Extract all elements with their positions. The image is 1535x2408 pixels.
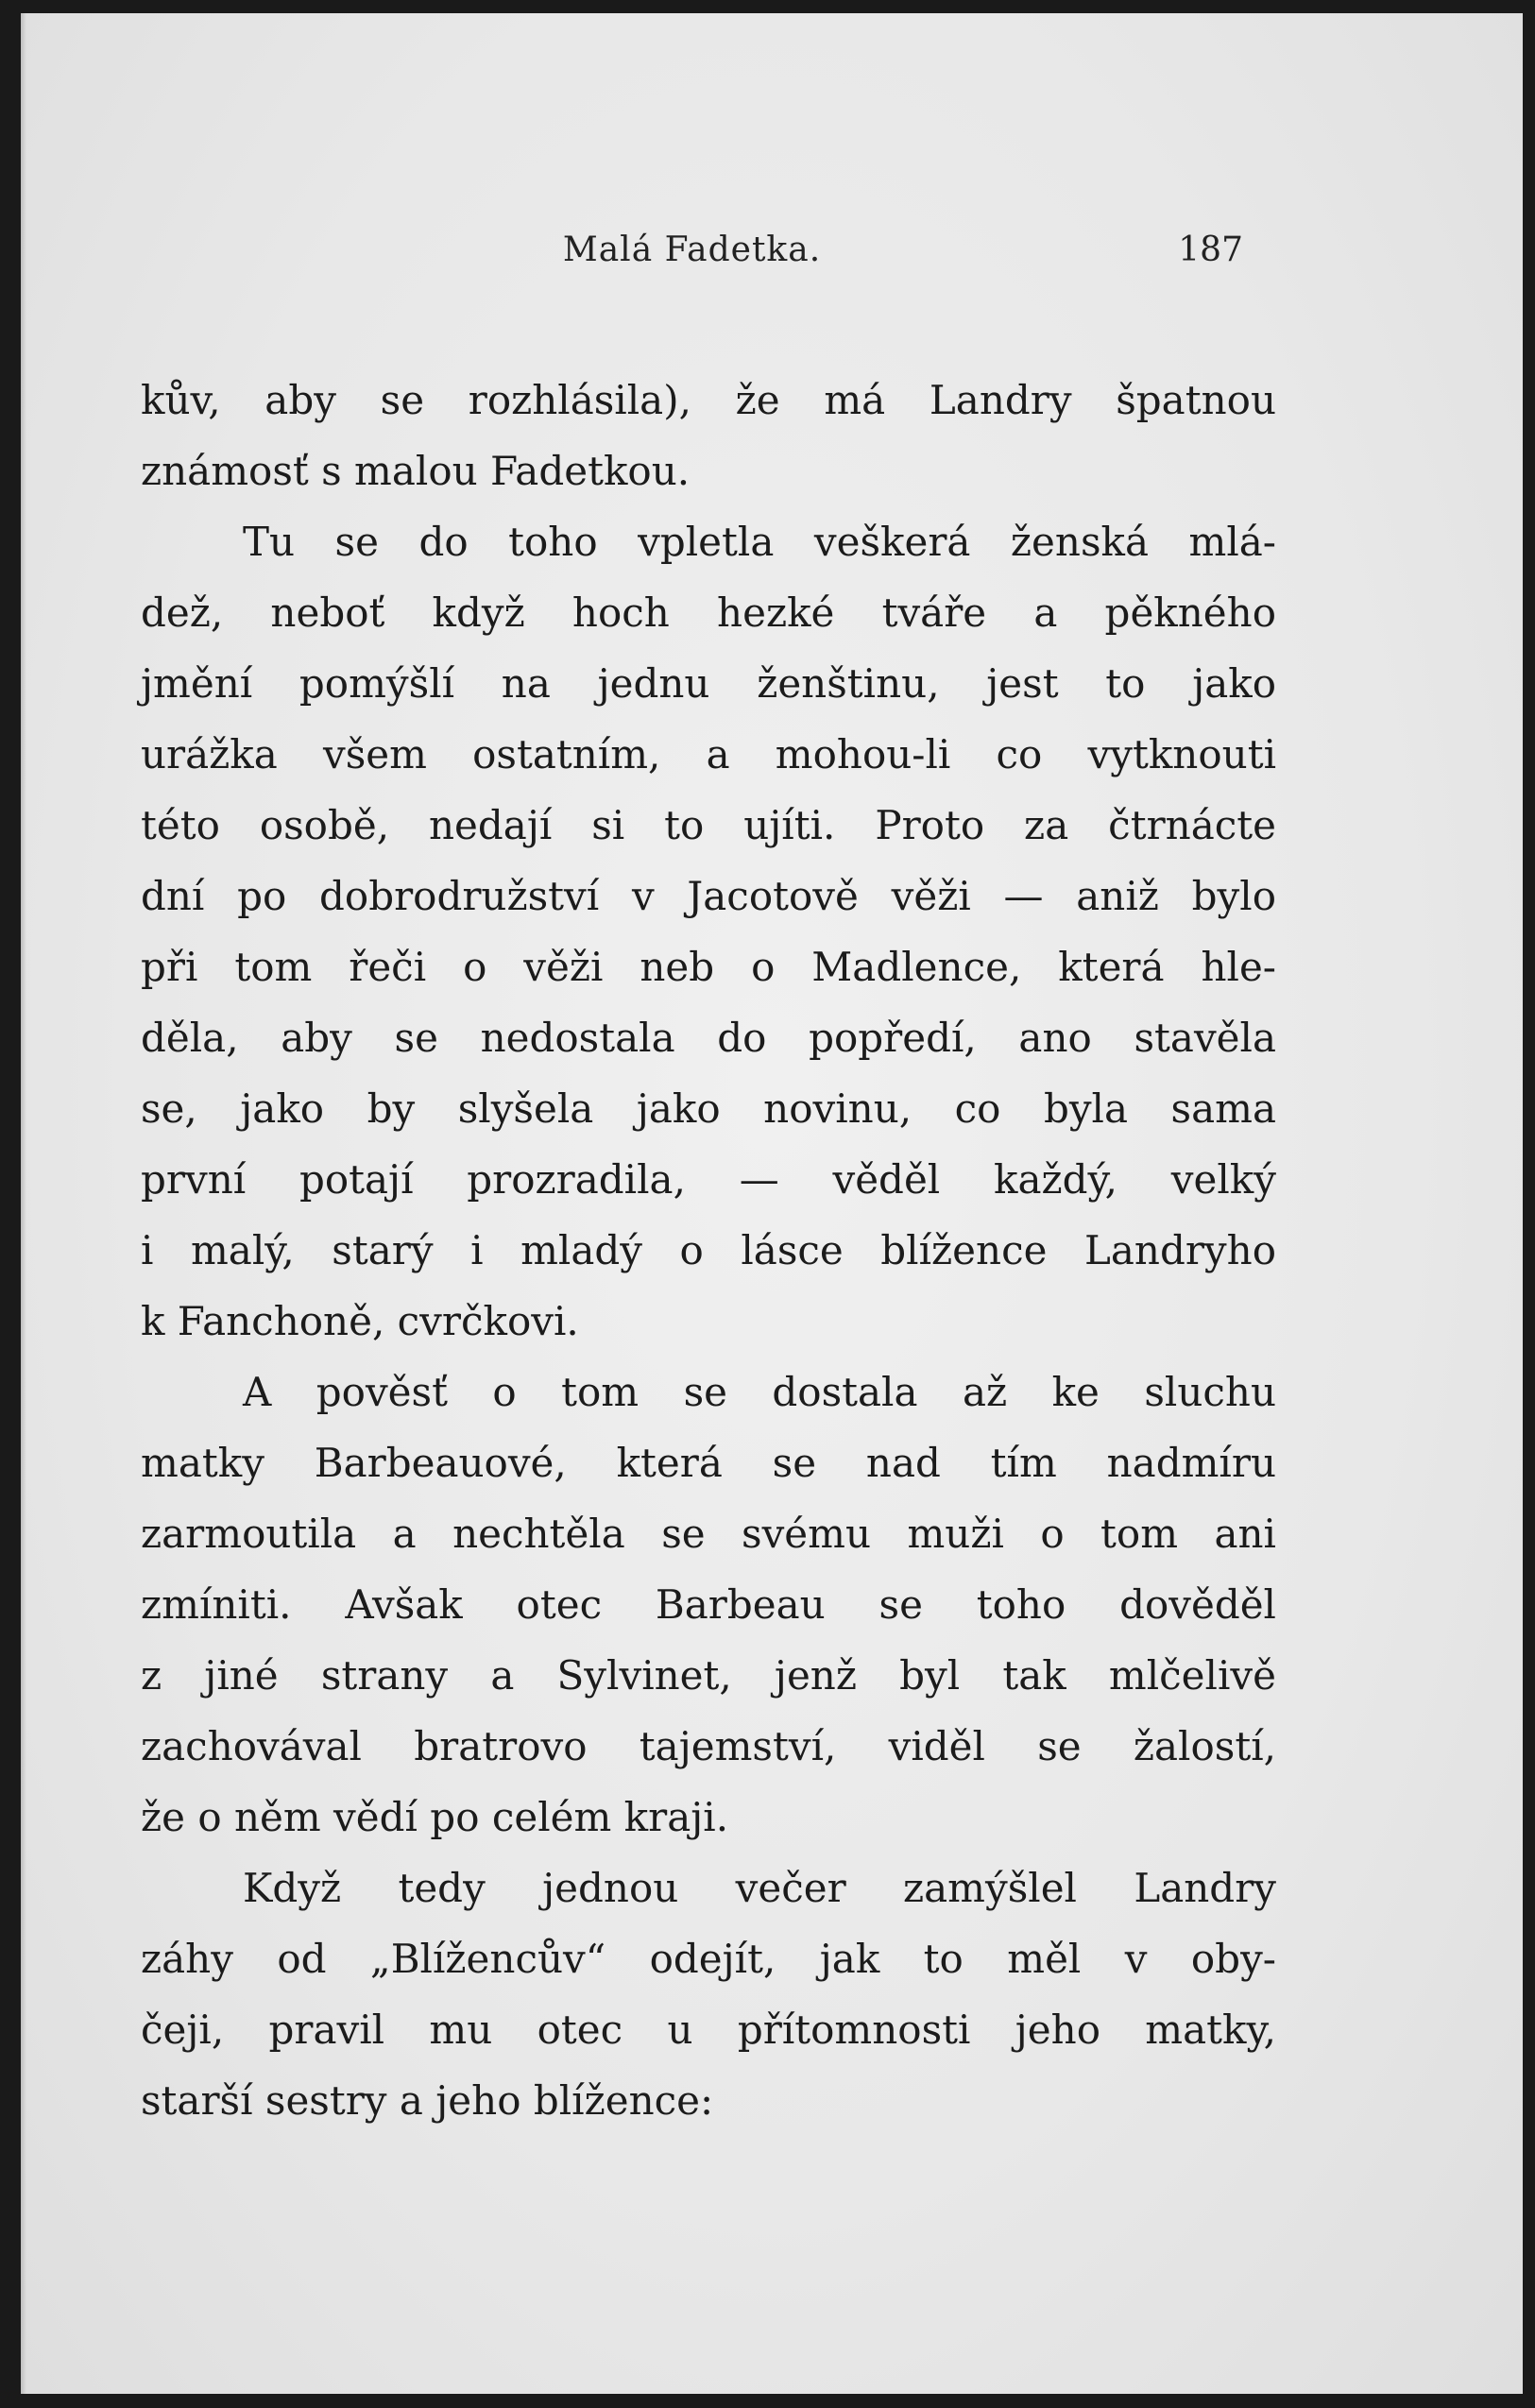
text-line: této osobě, nedají si to ujíti. Proto za čtrnácte — [141, 802, 1276, 848]
text-line: urážka všem ostatním, a mohou-li co vytknouti — [141, 731, 1276, 777]
text-line: při tom řeči o věži neb o Madlence, která hle- — [141, 944, 1276, 990]
text-line: A pověsť o tom se dostala až ke sluchu — [243, 1369, 1276, 1415]
text-line: zachovával bratrovo tajemství, viděl se žalostí, — [141, 1723, 1276, 1769]
text-line: že o něm vědí po celém kraji. — [141, 1794, 729, 1840]
body-text — [141, 365, 1276, 2136]
text-line: z jiné strany a Sylvinet, jenž byl tak mlčelivě — [141, 1652, 1276, 1699]
text-line: záhy od „Blížencův“ odejít, jak to měl v oby- — [141, 1936, 1276, 1982]
text-line: dež, neboť když hoch hezké tváře a pěkného — [141, 589, 1276, 636]
running-head — [141, 231, 1243, 278]
text-line: čeji, pravil mu otec u přítomnosti jeho matky, — [141, 2007, 1276, 2053]
text-line: Když tedy jednou večer zamýšlel Landry — [243, 1865, 1276, 1911]
text-line: starší sestry a jeho blížence: — [141, 2077, 714, 2124]
text-line: zarmoutila a nechtěla se svému muži o tom ani — [141, 1511, 1276, 1557]
text-line: zmíniti. Avšak otec Barbeau se toho dověděl — [141, 1581, 1276, 1628]
paragraph — [141, 365, 1276, 506]
text-line: kův, aby se rozhlásila), že má Landry špatnou — [141, 377, 1276, 423]
text-line: první potají prozradila, — věděl každý, velký — [141, 1156, 1276, 1203]
page-number: 187 — [1178, 231, 1243, 269]
paragraph — [141, 506, 1276, 1357]
running-title: Malá Fadetka. — [562, 231, 822, 269]
text-line: k Fanchoně, cvrčkovi. — [141, 1298, 579, 1344]
paragraph — [141, 1357, 1276, 1853]
text-line: známosť s malou Fadetkou. — [141, 448, 691, 494]
text-line: i malý, starý i mladý o lásce blížence Landryho — [141, 1227, 1276, 1273]
text-line: se, jako by slyšela jako novinu, co byla sama — [141, 1085, 1276, 1132]
text-line: dní po dobrodružství v Jacotově věži — aniž bylo — [141, 873, 1276, 919]
book-page — [21, 13, 1523, 2394]
text-line: matky Barbeauové, která se nad tím nadmíru — [141, 1440, 1276, 1486]
text-line: děla, aby se nedostala do popředí, ano stavěla — [141, 1015, 1276, 1061]
paragraph — [141, 1853, 1276, 2136]
text-line: Tu se do toho vpletla veškerá ženská mlá- — [243, 519, 1276, 565]
text-line: jmění pomýšlí na jednu ženštinu, jest to jako — [141, 660, 1276, 707]
